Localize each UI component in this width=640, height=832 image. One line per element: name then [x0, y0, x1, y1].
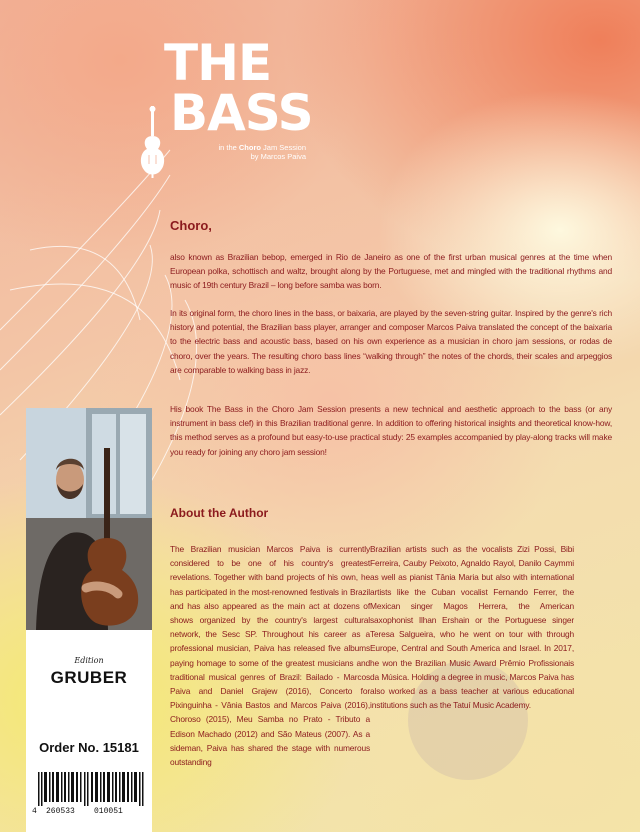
order-number: Order No. 15181 — [39, 740, 139, 755]
subtitle-post: Jam Session — [260, 143, 306, 152]
intro-paragraph-2: In its original form, the choro lines in the bass, or baixaria, are played by the seven-string guitar. Inspired by the genre's rich history and potential, the Brazilian bass player, arranger and composer Marcos Paiva translated the concept of the baixaria to the electric bass and acoustic bass, based on his own experience as a musician in choro jam sessions, or rodas de choro, over the years. The resulting choro bass lines “walking through” the notes of the chords, their scales and arpeggios are comparable to walking bass in jazz. — [170, 308, 612, 375]
subtitle-pre: in the — [218, 143, 239, 152]
barcode-group-1: 260533 — [46, 807, 75, 816]
double-bass-icon — [138, 106, 168, 178]
author-column-right: Brazilian artists such as the vocalists Zizi Possi, Bibi Ferreira, Cauby Peixoto, Agnaldo Rayol, Danilo Caymmi as well as pianist Tânia Maria but also with international artists like the Cuban vocalist Fernando Ferrer, the Mexican singer Magos Herrera, the American saxophonist Ilhan Ershain or the Portuguese singer Teresa Salgueira, who he went on tour with through Europe, Central and South America and Israel. In 2017, he won the Brazilian Music Award Prêmio Profissionais da Música. Holding a degree in music, Marcos Paiva has also worked as a bass teacher at various educational institutions such as the Tatuí Music Academy. — [370, 544, 574, 711]
author-photo-illustration — [26, 408, 152, 630]
choro-heading: Choro, — [170, 218, 212, 233]
subtitle-line1 — [186, 143, 306, 152]
edition-label: Edition — [74, 656, 104, 665]
intro-paragraph-1: also known as Brazilian bebop, emerged in Rio de Janeiro as one of the first urban musical genres at the time when European polka, schottisch and waltz, brought along by the Portuguese, met and mingled with the traditional rhythms and music of 19th century Brazil – long before samba was born. — [170, 252, 612, 291]
barcode-group-2: 010051 — [94, 807, 123, 816]
title-the: THE — [164, 34, 272, 92]
subtitle-bold: Choro — [238, 143, 261, 152]
publisher-name: GRUBER — [50, 668, 128, 687]
title-bass: BASS — [170, 84, 313, 142]
barcode — [38, 772, 146, 806]
barcode-digit-first: 4 — [32, 807, 37, 816]
subtitle-line2: by Marcos Paiva — [250, 152, 306, 161]
intro-paragraph-3: His book The Bass in the Choro Jam Session presents a new technical and aesthetic approach to the bass (or any instrument in bass clef) in this Brazilian traditional genre. In addition to offering historical insights and theoretical know-how, this method serves as a profound but easy-to-use practical study: 25 examples accompanied by play-along tracks will make you ready for joining any choro jam session! — [170, 404, 612, 457]
author-column-left: The Brazilian musician Marcos Paiva is currently considered to be one of his country's greatest revelations. Together with band projects of his own, he has participated in the most-renowned festivals in Brazil and has also appeared as the main act at dozens of shows organized by the country's largest cultural network, the Sesc SP. Throughout his career as a professional musician, Paiva has released five albums paying homage to some of the greatest musicians and traditional musical genres of Brazil: Bailado - Marcos Paiva and Daniel Grajew (2016), Concerto for Pixinguinha - Vânia Bastos and Marcos Paiva (2016), Choroso (2015), Meu Samba no Prato - Tributo a Edison Machado (2012) and São Mateus (2007). As a sideman, Paiva has shared the stage with numerous outstanding — [170, 544, 370, 768]
author-heading: About the Author — [170, 506, 269, 520]
author-photo — [26, 408, 152, 630]
cover-subtitle — [186, 143, 306, 161]
publisher-panel — [26, 630, 152, 832]
